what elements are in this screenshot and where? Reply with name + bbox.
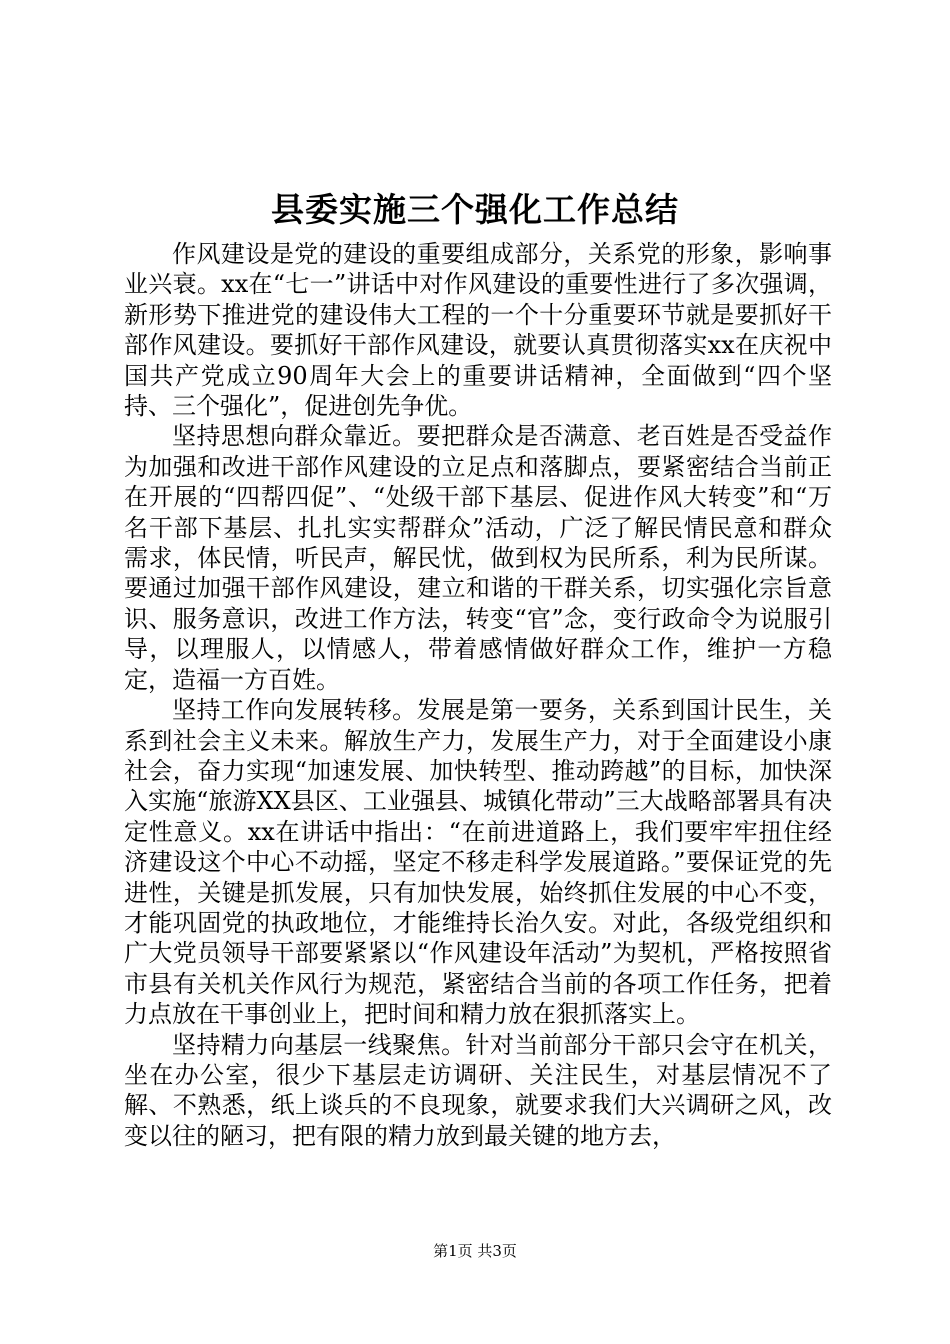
document-body [124, 239, 832, 1151]
paragraph-intro: 作风建设是党的建设的重要组成部分，关系党的形象，影响事业兴衰。xx在“七一”讲话中对作风建设的重要性进行了多次强调，新形势下推进党的建设伟大工程的一个十分重要环节就是要抓好干部作风建设。要抓好干部作风建设，就要认真贯彻落实xx在庆祝中国共产党成立90周年大会上的重要讲话精神，全面做到“四个坚持、三个强化”，促进创先争优。 [124, 240, 832, 421]
paragraph-grassroots: 坚持精力向基层一线聚焦。针对当前部分干部只会守在机关，坐在办公室，很少下基层走访调研、关注民生，对基层情况不了解、不熟悉，纸上谈兵的不良现象，就要求我们大兴调研之风，改变以往的陋习，把有限的精力放到最关键的地方去， [124, 1030, 832, 1150]
page-number-footer: 第1页 共3页 [433, 1242, 517, 1260]
paragraph-masses: 坚持思想向群众靠近。要把群众是否满意、老百姓是否受益作为加强和改进干部作风建设的立足点和落脚点，要紧密结合当前正在开展的“四帮四促”、“处级干部下基层、促进作风大转变”和“万名干部下基层、扎扎实实帮群众”活动，广泛了解民情民意和群众需求，体民情，听民声，解民忧，做到权为民所系，利为民所谋。要通过加强干部作风建设，建立和谐的干群关系，切实强化宗旨意识、服务意识，改进工作方法，转变“官”念，变行政命令为说服引导，以理服人，以情感人，带着感情做好群众工作，维护一方稳定，造福一方百姓。 [124, 422, 832, 694]
document-title: 县委实施三个强化工作总结 [271, 190, 679, 229]
paragraph-development: 坚持工作向发展转移。发展是第一要务，关系到国计民生，关系到社会主义未来。解放生产力，发展生产力，对于全面建设小康社会，奋力实现“加速发展、加快转型、推动跨越”的目标，加快深入实施“旅游XX县区、工业强县、城镇化带动”三大战略部署具有决定性意义。xx在讲话中指出：“在前进道路上，我们要牢牢扭住经济建设这个中心不动摇，坚定不移走科学发展道路。”要保证党的先进性，关键是抓发展，只有加快发展，始终抓住发展的中心不变，才能巩固党的执政地位，才能维持长治久安。对此，各级党组织和广大党员领导干部要紧紧以“作风建设年活动”为契机，严格按照省市县有关机关作风行为规范，紧密结合当前的各项工作任务，把着力点放在干事创业上，把时间和精力放在狠抓落实上。 [124, 696, 832, 1029]
